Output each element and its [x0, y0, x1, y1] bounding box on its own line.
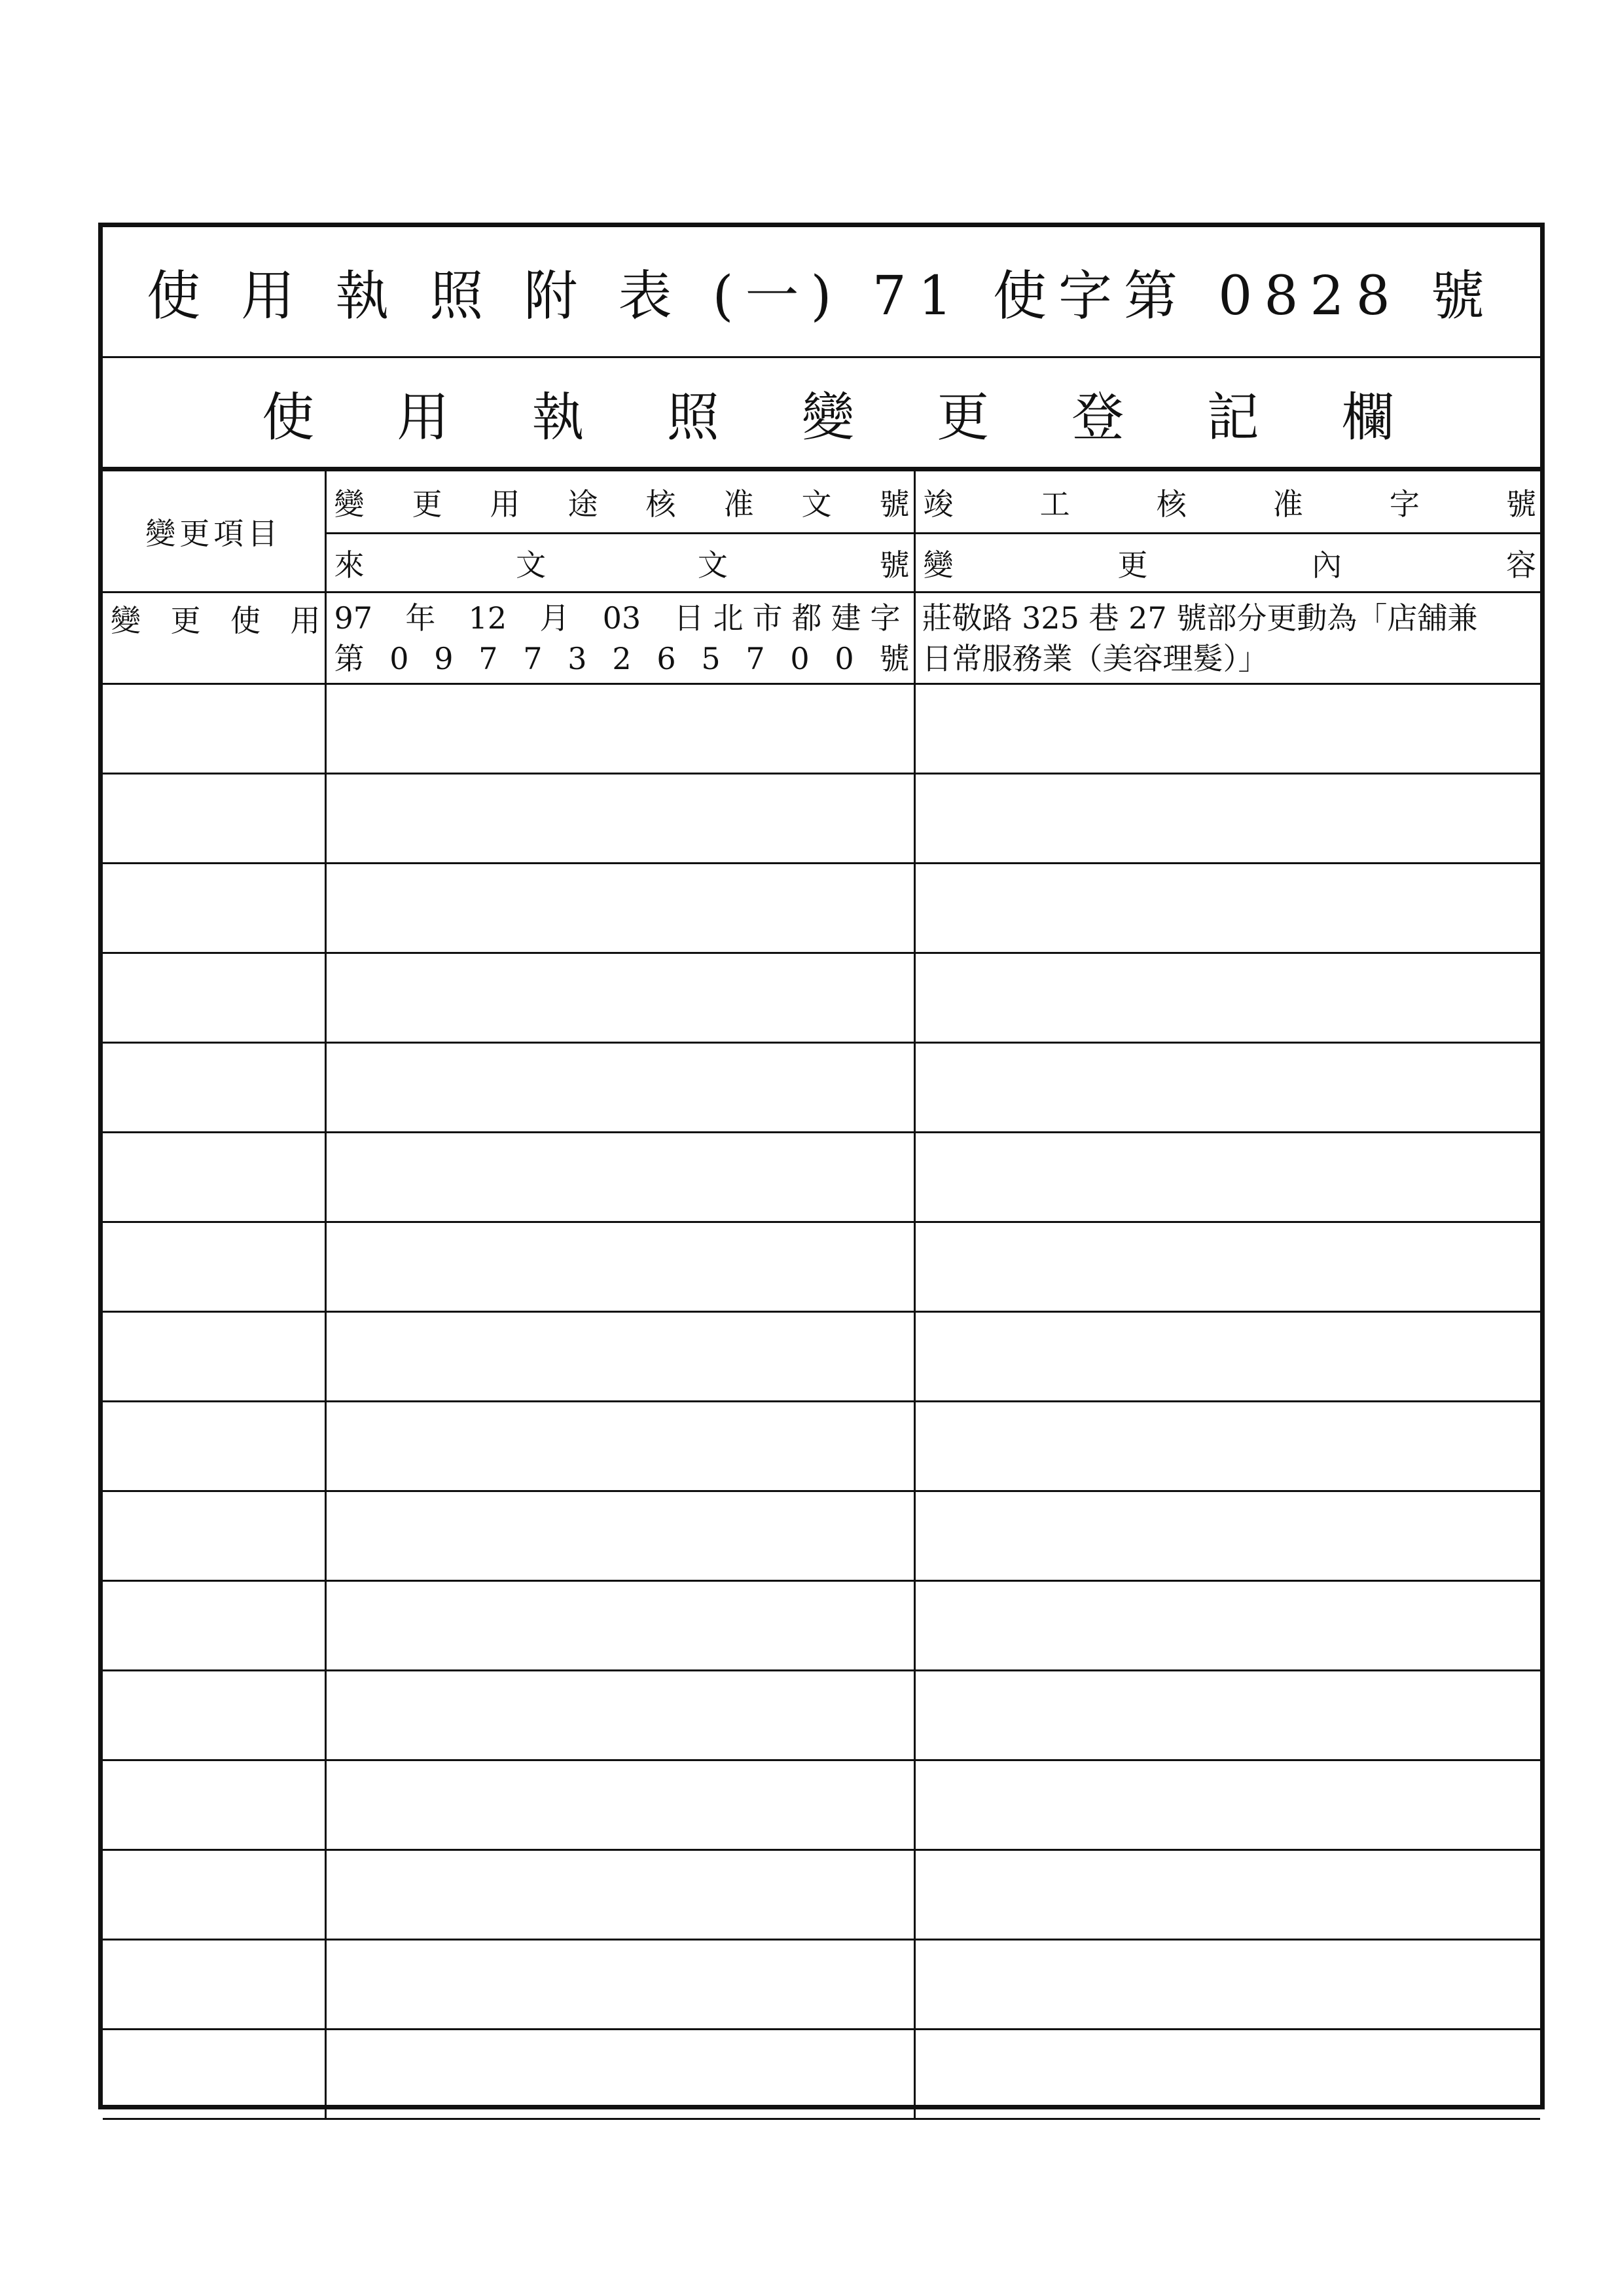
blank-cell [103, 953, 325, 1043]
blank-cell [325, 684, 914, 774]
blank-cell [914, 1402, 1540, 1491]
table-header-row [103, 471, 1540, 534]
header-char: 准 [1272, 486, 1303, 522]
license-form [98, 223, 1545, 2109]
entry-token: 7 [478, 640, 498, 676]
subtitle-char: 記 [1206, 386, 1259, 448]
blank-cell [103, 774, 325, 864]
table-row [103, 1671, 1540, 1760]
table-row [103, 1133, 1540, 1222]
entry-token: 第 [334, 640, 365, 676]
table-row [103, 1581, 1540, 1671]
entry-token: 0 [790, 640, 810, 676]
blank-cell [914, 953, 1540, 1043]
entry-token: 12 [468, 600, 507, 636]
subtitle-char: 照 [666, 386, 719, 448]
approval-no-header [325, 471, 914, 534]
blank-cell [914, 1491, 1540, 1581]
blank-cell [914, 864, 1540, 953]
table-row [103, 1760, 1540, 1850]
entry-approval-cell [325, 592, 914, 684]
blank-cell [325, 1312, 914, 1402]
entry-token: 3 [567, 640, 587, 676]
entry-item-cell [103, 592, 325, 684]
blank-cell [914, 774, 1540, 864]
entry-token: 5 [701, 640, 721, 676]
blank-cell [325, 1402, 914, 1491]
table-row [103, 592, 1540, 684]
blank-cell [325, 1222, 914, 1312]
header-char: 來 [334, 547, 365, 583]
blank-cell [103, 1850, 325, 1940]
header-char: 更 [412, 486, 442, 522]
header-char: 內 [1312, 547, 1342, 583]
blank-cell [914, 1222, 1540, 1312]
header-char: 文 [801, 486, 832, 522]
header-char: 工 [1039, 486, 1070, 522]
blank-cell [103, 1581, 325, 1671]
table-row [103, 1940, 1540, 2030]
header-char: 文 [697, 547, 728, 583]
table-row [103, 1850, 1540, 1940]
blank-cell [103, 684, 325, 774]
table-row [103, 1312, 1540, 1402]
blank-cell [325, 2030, 914, 2119]
blank-cell [914, 1043, 1540, 1133]
header-char: 變 [334, 486, 365, 522]
blank-cell [103, 1312, 325, 1402]
form-title: 使 用 執 照 附 表 (一) 71 使字第 0828 號 [103, 227, 1540, 358]
entry-content-line: 日常服務業（美容理髮）」 [922, 640, 1268, 676]
entry-token: 月 [539, 600, 570, 636]
subtitle-char: 變 [801, 386, 854, 448]
blank-cell [103, 1671, 325, 1760]
blank-cell [325, 953, 914, 1043]
header-char: 更 [1117, 547, 1148, 583]
table-row [103, 774, 1540, 864]
blank-cell [103, 1940, 325, 2030]
blank-cell [103, 864, 325, 953]
entry-content-cell [914, 592, 1540, 684]
header-char: 容 [1505, 547, 1536, 583]
change-content-header [914, 534, 1540, 592]
table-row [103, 1222, 1540, 1312]
entry-token: 號 [879, 640, 910, 676]
table-row [103, 1043, 1540, 1133]
subtitle-char: 使 [262, 386, 315, 448]
subtitle-char: 欄 [1341, 386, 1394, 448]
form-subtitle [103, 358, 1540, 469]
blank-cell [914, 1671, 1540, 1760]
blank-cell [325, 1581, 914, 1671]
entry-token: 6 [656, 640, 676, 676]
blank-cell [914, 684, 1540, 774]
header-char: 核 [645, 486, 676, 522]
entry-token: 0 [835, 640, 854, 676]
blank-cell [325, 1671, 914, 1760]
header-char: 文 [516, 547, 547, 583]
blank-cell [103, 1402, 325, 1491]
blank-cell [103, 1133, 325, 1222]
blank-cell [103, 1760, 325, 1850]
entry-token: 年 [405, 600, 436, 636]
subtitle-char: 登 [1071, 386, 1124, 448]
header-char: 准 [723, 486, 754, 522]
blank-cell [103, 1491, 325, 1581]
entry-token: 03 [602, 600, 641, 636]
blank-cell [914, 1760, 1540, 1850]
subtitle-char: 用 [397, 386, 450, 448]
table-row [103, 1402, 1540, 1491]
blank-cell [325, 864, 914, 953]
table-row [103, 864, 1540, 953]
entry-content-line: 莊敬路 325 巷 27 號部分更動為「店舖兼 [922, 600, 1478, 636]
blank-cell [103, 1222, 325, 1312]
blank-cell [914, 1133, 1540, 1222]
table-row [103, 1491, 1540, 1581]
blank-cell [103, 1043, 325, 1133]
subtitle-char: 更 [937, 386, 990, 448]
header-char: 字 [1389, 486, 1420, 522]
blank-cell [914, 2030, 1540, 2119]
table-row [103, 684, 1540, 774]
entry-token: 7 [523, 640, 543, 676]
entry-token: 0 [389, 640, 409, 676]
entry-token: 日北市都建字 [674, 600, 910, 636]
blank-cell [914, 1850, 1540, 1940]
blank-cell [325, 774, 914, 864]
header-char: 號 [879, 486, 910, 522]
header-char: 途 [567, 486, 598, 522]
blank-cell [325, 1491, 914, 1581]
subtitle-char: 執 [531, 386, 584, 448]
header-char: 號 [879, 547, 910, 583]
doc-no-header [325, 534, 914, 592]
table-row [103, 2030, 1540, 2119]
entry-token: 2 [612, 640, 632, 676]
blank-cell [914, 1940, 1540, 2030]
blank-cell [914, 1581, 1540, 1671]
blank-cell [325, 1043, 914, 1133]
completion-no-header [914, 471, 1540, 534]
entry-token: 97 [334, 600, 373, 636]
table-row [103, 953, 1540, 1043]
blank-cell [325, 1940, 914, 2030]
entry-token: 7 [746, 640, 765, 676]
header-char: 核 [1156, 486, 1187, 522]
change-register-table [103, 469, 1540, 2120]
entry-token: 9 [434, 640, 454, 676]
blank-cell [325, 1760, 914, 1850]
blank-cell [325, 1850, 914, 1940]
header-char: 號 [1505, 486, 1536, 522]
change-item-header: 變更項目 [103, 471, 325, 592]
blank-cell [325, 1133, 914, 1222]
entry-char: 用 [290, 603, 321, 638]
entry-char: 更 [170, 603, 201, 638]
header-char: 竣 [923, 486, 954, 522]
entry-char: 變 [111, 603, 141, 638]
entry-char: 使 [230, 603, 261, 638]
header-char: 用 [490, 486, 520, 522]
blank-cell [914, 1312, 1540, 1402]
blank-cell [103, 2030, 325, 2119]
header-char: 變 [923, 547, 954, 583]
